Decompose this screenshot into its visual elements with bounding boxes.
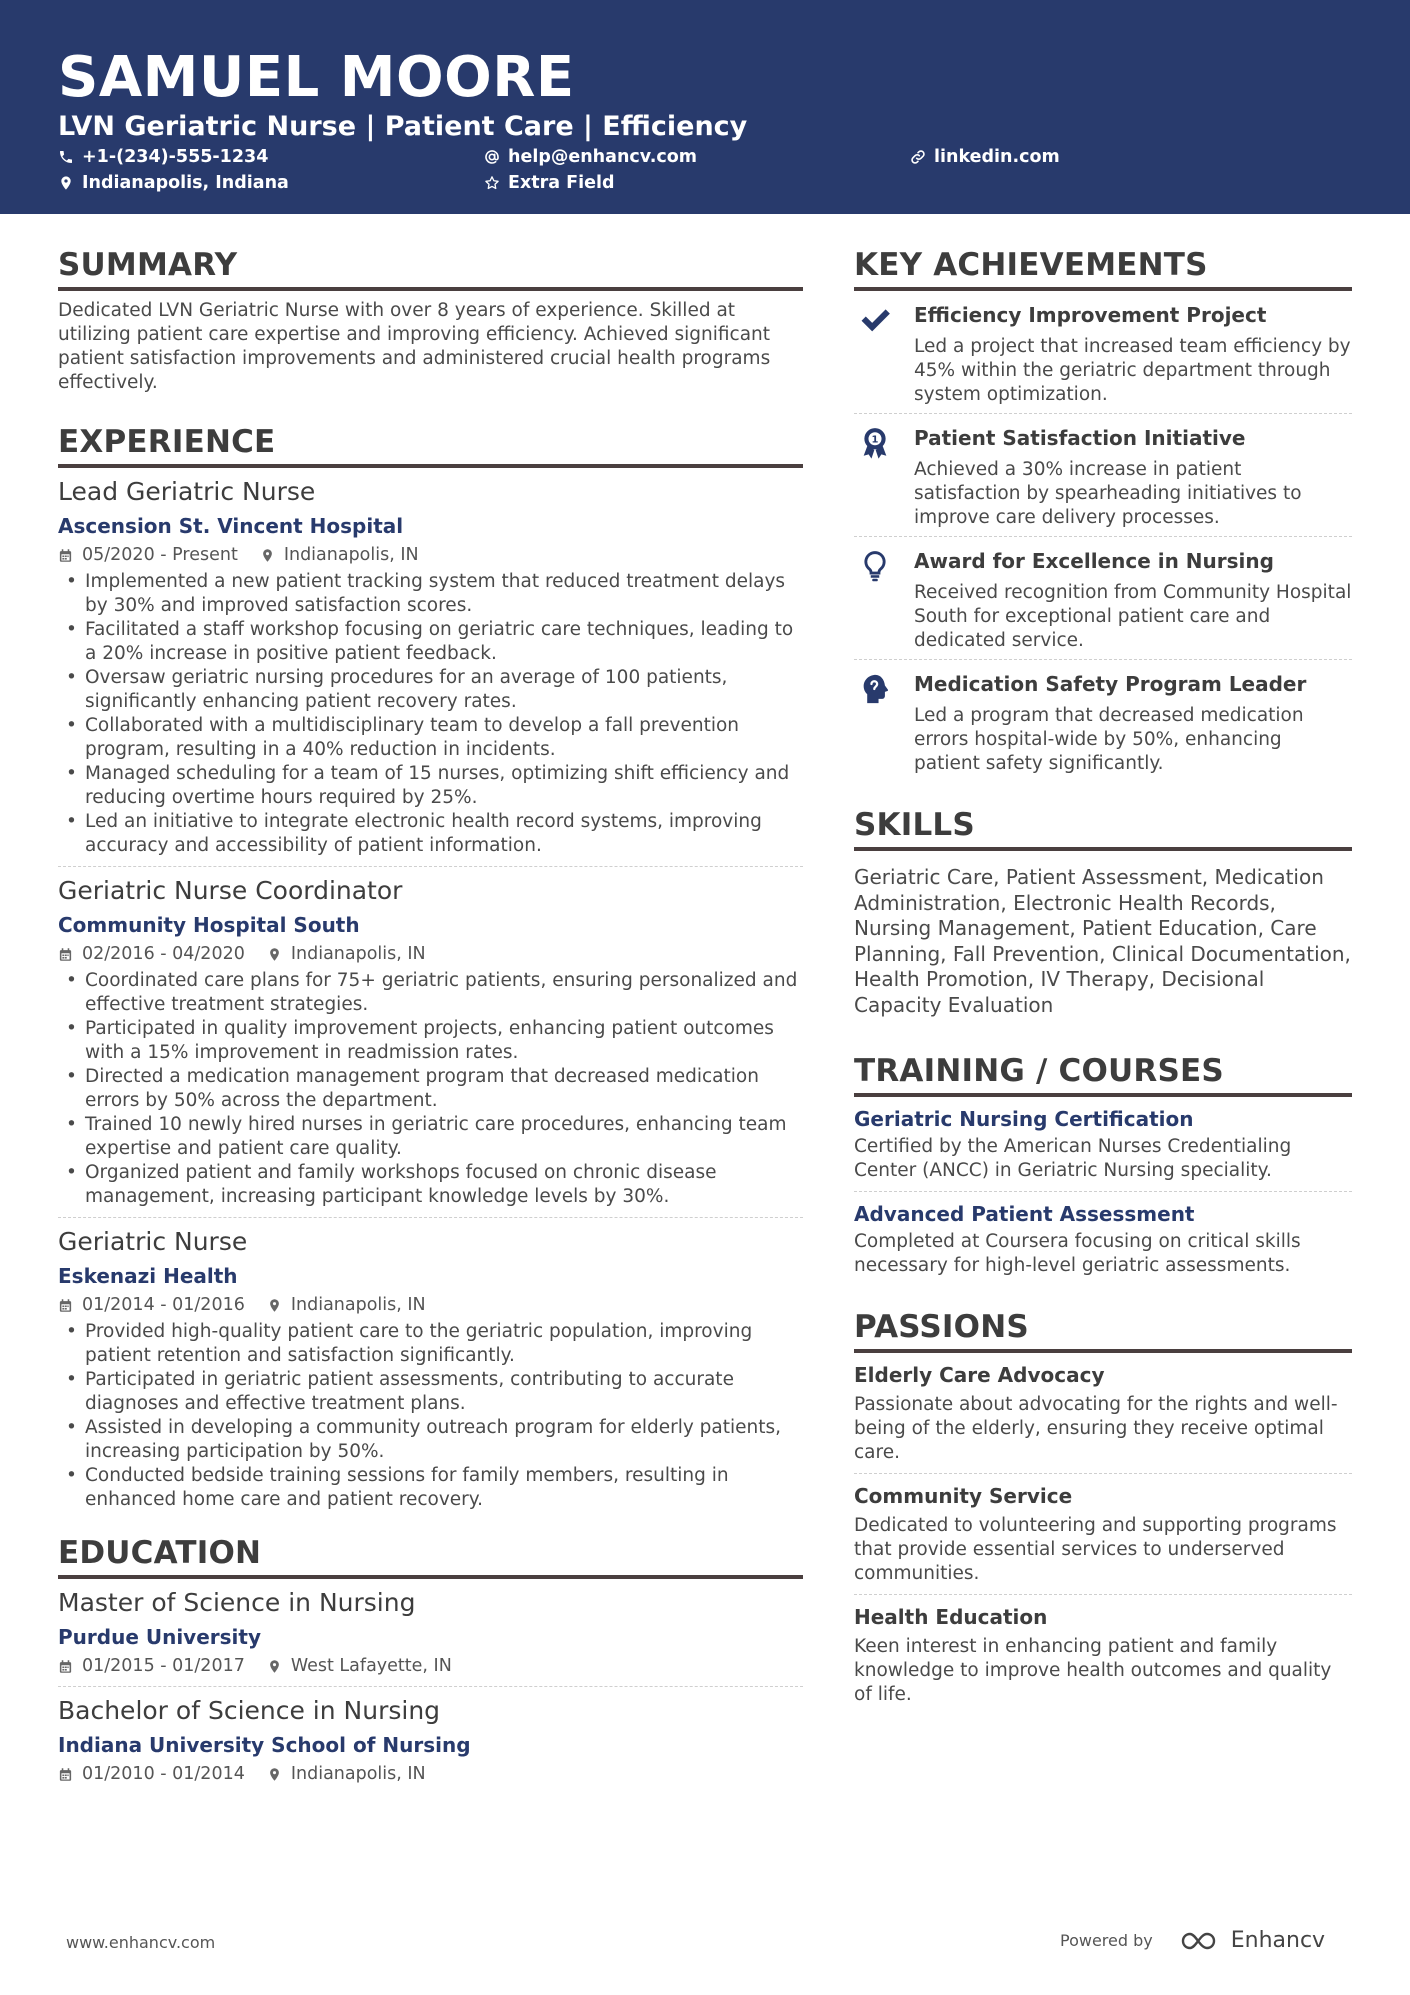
extra-field-text: Extra Field: [508, 173, 615, 193]
candidate-name: SAMUEL MOORE: [58, 45, 575, 110]
job-bullet: • Facilitated a staff workshop focusing on geriatric care techniques, leading to a 20% increase in positive patient feedback.: [58, 618, 803, 666]
education-meta: [58, 1654, 803, 1678]
location-pin-icon: [260, 548, 275, 563]
phone-text: +1-(234)-555-1234: [82, 147, 269, 167]
training-title: Advanced Patient Assessment: [854, 1202, 1195, 1226]
education-entry: [58, 1587, 803, 1678]
job-location-group: [267, 942, 426, 966]
summary-section: [58, 246, 803, 395]
passion-title: Health Education: [854, 1605, 1048, 1629]
at-icon: [484, 149, 500, 165]
job-dates: 05/2020 - Present: [82, 545, 238, 565]
award-ribbon-icon: [858, 426, 892, 460]
enhancv-logo-icon: [1179, 1929, 1225, 1953]
footer-powered-by[interactable]: [1060, 1928, 1325, 1953]
calendar-icon: [58, 1298, 73, 1313]
job-location-group: [267, 1293, 426, 1317]
achievement-desc: Led a project that increased team efficiency by 45% within the geriatric department through system optimization.: [914, 336, 1351, 405]
job-organization: Eskenazi Health: [58, 1264, 238, 1288]
training-item: [854, 1105, 1352, 1183]
entry-divider: [854, 1473, 1352, 1474]
training-desc: Certified by the American Nurses Credentialing Center (ANCC) in Geriatric Nursing speciality.: [854, 1136, 1292, 1181]
powered-by-label: Powered by: [1060, 1931, 1153, 1950]
training-desc: Completed at Coursera focusing on critical skills necessary for high-level geriatric assessments.: [854, 1231, 1301, 1276]
passion-item: [854, 1603, 1352, 1707]
job-bullet: • Coordinated care plans for 75+ geriatric patients, ensuring personalized and effective treatment strategies.: [58, 969, 803, 1017]
entry-divider: [58, 1686, 803, 1687]
job-entry: [58, 476, 803, 858]
location-pin-icon: [267, 1659, 282, 1674]
job-meta: [58, 1293, 803, 1317]
job-role: Geriatric Nurse: [58, 1227, 248, 1256]
location-pin-icon: [267, 1298, 282, 1313]
education-school: Indiana University School of Nursing: [58, 1733, 471, 1757]
education-dates: 01/2015 - 01/2017: [82, 1656, 245, 1676]
job-bullet: • Implemented a new patient tracking system that reduced treatment delays by 30% and improved satisfaction scores.: [58, 570, 803, 618]
linkedin-text: linkedin.com: [934, 147, 1060, 167]
entry-divider: [854, 1594, 1352, 1595]
training-title: Geriatric Nursing Certification: [854, 1107, 1194, 1131]
achievement-item: [854, 660, 1352, 782]
brand-name: Enhancv: [1230, 1928, 1326, 1953]
location-text: Indianapolis, Indiana: [82, 173, 289, 193]
passion-desc: Passionate about advocating for the rights and well-being of the elderly, ensuring they receive optimal care.: [854, 1394, 1338, 1463]
achievement-desc: Achieved a 30% increase in patient satisfaction by spearheading initiatives to improve care delivery processes.: [914, 459, 1302, 528]
achievement-icon-wrap: [854, 301, 914, 407]
location-pin-icon: [267, 1767, 282, 1782]
job-organization: Ascension St. Vincent Hospital: [58, 514, 404, 538]
resume-header: [0, 0, 1410, 214]
job-dates: 02/2016 - 04/2020: [82, 944, 245, 964]
calendar-icon: [58, 548, 73, 563]
job-bullet: • Oversaw geriatric nursing procedures for an average of 100 patients, significantly enhancing patient recovery rates.: [58, 666, 803, 714]
right-column: [854, 246, 1352, 1735]
education-location-group: [267, 1654, 452, 1678]
candidate-headline: LVN Geriatric Nurse | Patient Care | Efficiency: [58, 111, 748, 142]
education-degree: Bachelor of Science in Nursing: [58, 1696, 441, 1725]
job-bullet: • Assisted in developing a community outreach program for elderly patients, increasing participation by 50%.: [58, 1416, 803, 1464]
achievements-heading: KEY ACHIEVEMENTS: [854, 246, 1352, 291]
achievement-item: [854, 291, 1352, 413]
job-bullet: • Trained 10 newly hired nurses in geriatric care procedures, enhancing team expertise and patient care quality.: [58, 1113, 803, 1161]
star-icon: [484, 175, 500, 191]
job-bullets: [58, 570, 803, 858]
achievement-title: Medication Safety Program Leader: [914, 672, 1307, 696]
summary-text: Dedicated LVN Geriatric Nurse with over 8 years of experience. Skilled at utilizing patient care expertise and improving efficiency. Achieved significant patient satisfaction improvements and administered crucial health programs effectively.: [58, 300, 771, 393]
job-bullet: • Provided high-quality patient care to the geriatric population, improving patient retention and satisfaction significantly.: [58, 1320, 803, 1368]
achievement-desc: Received recognition from Community Hospital South for exceptional patient care and dedicated service.: [914, 582, 1352, 651]
education-location: Indianapolis, IN: [290, 1764, 426, 1784]
achievement-title: Award for Excellence in Nursing: [914, 549, 1274, 573]
calendar-icon: [58, 1767, 73, 1782]
education-dates: 01/2010 - 01/2014: [82, 1764, 245, 1784]
enhancv-logo: [1179, 1928, 1325, 1953]
location-pin-icon: [58, 175, 74, 191]
achievement-icon-wrap: [854, 424, 914, 530]
experience-section: [58, 423, 803, 1512]
link-icon: [910, 149, 926, 165]
education-degree: Master of Science in Nursing: [58, 1588, 416, 1617]
education-heading: EDUCATION: [58, 1534, 803, 1579]
entry-divider: [854, 1191, 1352, 1192]
job-location: Indianapolis, IN: [283, 545, 419, 565]
education-entry: [58, 1695, 803, 1786]
experience-heading: EXPERIENCE: [58, 423, 803, 468]
achievement-icon-wrap: [854, 670, 914, 776]
contact-linkedin[interactable]: [910, 147, 1060, 167]
achievement-desc: Led a program that decreased medication errors hospital-wide by 50%, enhancing patient safety significantly.: [914, 705, 1304, 774]
svg-text:1: 1: [871, 434, 879, 446]
education-section: [58, 1534, 803, 1786]
job-bullets: [58, 969, 803, 1209]
job-location: Indianapolis, IN: [290, 944, 426, 964]
training-heading: TRAINING / COURSES: [854, 1052, 1352, 1097]
skills-heading: SKILLS: [854, 806, 1352, 851]
entry-divider: [58, 866, 803, 867]
passion-item: [854, 1482, 1352, 1586]
contact-extra: [484, 173, 615, 193]
summary-heading: SUMMARY: [58, 246, 803, 291]
training-section: [854, 1052, 1352, 1278]
job-role: Geriatric Nurse Coordinator: [58, 876, 403, 905]
contact-email[interactable]: [484, 147, 697, 167]
passion-desc: Keen interest in enhancing patient and family knowledge to improve health outcomes and quality of life.: [854, 1636, 1332, 1705]
entry-divider: [58, 1217, 803, 1218]
job-bullets: [58, 1320, 803, 1512]
job-bullet: • Managed scheduling for a team of 15 nurses, optimizing shift efficiency and reducing overtime hours required by 25%.: [58, 762, 803, 810]
job-bullet: • Led an initiative to integrate electronic health record systems, improving accuracy and accessibility of patient information.: [58, 810, 803, 858]
achievement-item: [854, 414, 1352, 536]
education-meta: [58, 1762, 803, 1786]
passions-heading: PASSIONS: [854, 1308, 1352, 1353]
achievement-title: Patient Satisfaction Initiative: [914, 426, 1246, 450]
education-location: West Lafayette, IN: [290, 1656, 452, 1676]
achievement-title: Efficiency Improvement Project: [914, 303, 1267, 327]
passion-item: [854, 1361, 1352, 1465]
calendar-icon: [58, 1659, 73, 1674]
check-icon: [858, 303, 892, 337]
passion-desc: Dedicated to volunteering and supporting programs that provide essential services to underserved communities.: [854, 1515, 1337, 1584]
job-bullet: • Directed a medication management program that decreased medication errors by 50% across the department.: [58, 1065, 803, 1113]
contact-phone[interactable]: [58, 147, 268, 167]
job-location-group: [260, 543, 419, 567]
job-meta: [58, 543, 803, 567]
job-bullet: • Participated in geriatric patient assessments, contributing to accurate diagnoses and effective treatment plans.: [58, 1368, 803, 1416]
job-entry: [58, 875, 803, 1209]
email-text: help@enhancv.com: [508, 147, 698, 167]
phone-icon: [58, 149, 74, 165]
passions-section: [854, 1308, 1352, 1707]
head-brain-icon: [858, 672, 892, 706]
job-bullet: • Collaborated with a multidisciplinary team to develop a fall prevention program, resulting in a 40% reduction in incidents.: [58, 714, 803, 762]
lightbulb-icon: [858, 549, 892, 583]
job-bullet: • Conducted bedside training sessions for family members, resulting in enhanced home care and patient recovery.: [58, 1464, 803, 1512]
achievements-section: [854, 246, 1352, 782]
job-dates: 01/2014 - 01/2016: [82, 1295, 245, 1315]
left-column: [58, 246, 803, 1814]
passion-title: Elderly Care Advocacy: [854, 1363, 1105, 1387]
job-entry: [58, 1226, 803, 1512]
skills-list: Geriatric Care, Patient Assessment, Medication Administration, Electronic Health Records, Nursing Management, Patient Education, Care Planning, Fall Prevention, Clinical Documentation, Health Promotion, IV Therapy, Decisional Capacity Evaluation: [854, 865, 1351, 1017]
location-pin-icon: [267, 947, 282, 962]
achievement-icon-wrap: [854, 547, 914, 653]
footer-website[interactable]: www.enhancv.com: [66, 1933, 216, 1952]
job-meta: [58, 942, 803, 966]
achievement-item: [854, 537, 1352, 659]
calendar-icon: [58, 947, 73, 962]
skills-section: [854, 806, 1352, 1018]
passion-title: Community Service: [854, 1484, 1073, 1508]
training-item: [854, 1200, 1352, 1278]
job-location: Indianapolis, IN: [290, 1295, 426, 1315]
contact-location: [58, 173, 289, 193]
education-school: Purdue University: [58, 1625, 261, 1649]
job-bullet: • Organized patient and family workshops focused on chronic disease management, increasing participant knowledge levels by 30%.: [58, 1161, 803, 1209]
job-role: Lead Geriatric Nurse: [58, 477, 316, 506]
job-organization: Community Hospital South: [58, 913, 360, 937]
education-location-group: [267, 1762, 426, 1786]
job-bullet: • Participated in quality improvement projects, enhancing patient outcomes with a 15% improvement in readmission rates.: [58, 1017, 803, 1065]
